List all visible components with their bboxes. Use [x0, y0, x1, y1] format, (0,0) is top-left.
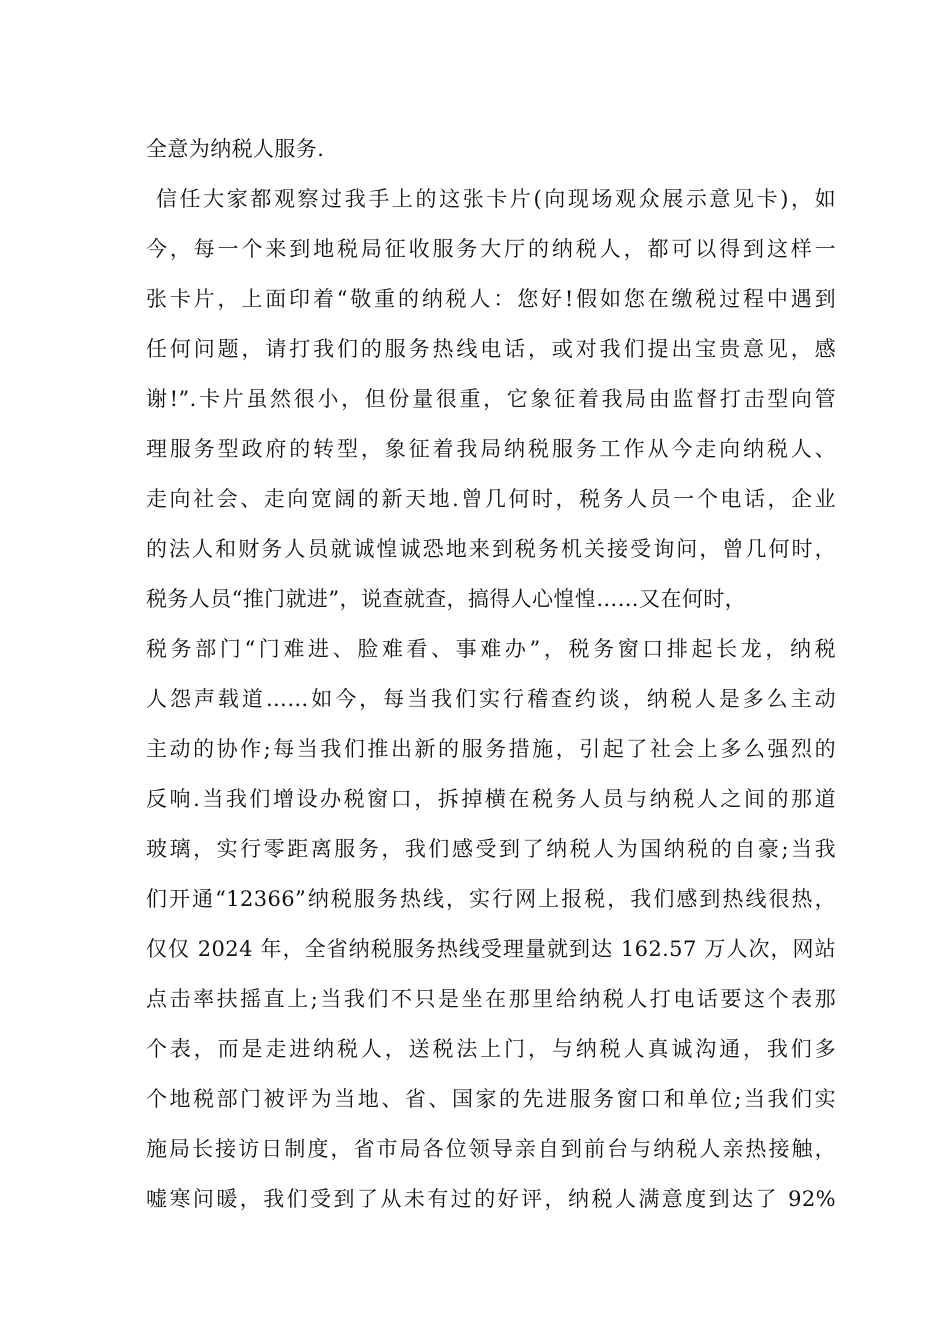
text-line: 走向社会、走向宽阔的新天地.曾几何时，税务人员一个电话，企业 [146, 487, 836, 511]
text-line: 施局长接访日制度，省市局各位领导亲自到前台与纳税人亲热接触， [146, 1137, 836, 1161]
text-line: 今，每一个来到地税局征收服务大厅的纳税人，都可以得到这样一 [146, 237, 836, 261]
text-line: 理服务型政府的转型，象征着我局纳税服务工作从今走向纳税人、 [146, 437, 836, 461]
text-line: 点击率扶摇直上;当我们不只是坐在那里给纳税人打电话要这个表那 [146, 987, 836, 1011]
text-line: 们开通“12366”纳税服务热线，实行网上报税，我们感到热线很热， [146, 887, 836, 911]
text-line: 个地税部门被评为当地、省、国家的先进服务窗口和单位;当我们实 [146, 1087, 836, 1111]
text-line: 人怨声载道……如今，每当我们实行稽查约谈，纳税人是多么主动 [146, 687, 836, 711]
text-line: 仅仅 2024 年，全省纳税服务热线受理量就到达 162.57 万人次，网站 [146, 937, 836, 961]
text-line: 个表，而是走进纳税人，送税法上门，与纳税人真诚沟通，我们多 [146, 1037, 836, 1061]
text-line: 全意为纳税人服务. [146, 137, 325, 161]
text-line: 税务部门“门难进、脸难看、事难办”，税务窗口排起长龙，纳税 [146, 637, 836, 661]
text-line: 任何问题，请打我们的服务热线电话，或对我们提出宝贵意见，感 [146, 337, 836, 361]
text-line: 主动的协作;每当我们推出新的服务措施，引起了社会上多么强烈的 [146, 737, 836, 761]
text-line: 张卡片，上面印着“敬重的纳税人：您好!假如您在缴税过程中遇到 [146, 287, 836, 311]
text-line: 嘘寒问暖，我们受到了从未有过的好评，纳税人满意度到达了 92% [146, 1187, 836, 1211]
text-line: 税务人员“推门就进”，说查就查，搞得人心惶惶……又在何时， [146, 587, 747, 611]
body-text [146, 124, 836, 1224]
text-line: 反响.当我们增设办税窗口，拆掉横在税务人员与纳税人之间的那道 [146, 787, 836, 811]
text-line: 信任大家都观察过我手上的这张卡片(向现场观众展示意见卡)，如 [156, 187, 836, 211]
text-line: 玻璃，实行零距离服务，我们感受到了纳税人为国纳税的自豪;当我 [146, 837, 836, 861]
text-line: 的法人和财务人员就诚惶诚恐地来到税务机关接受询问，曾几何时， [146, 537, 836, 561]
text-line: 谢!”.卡片虽然很小，但份量很重，它象征着我局由监督打击型向管 [146, 387, 836, 411]
